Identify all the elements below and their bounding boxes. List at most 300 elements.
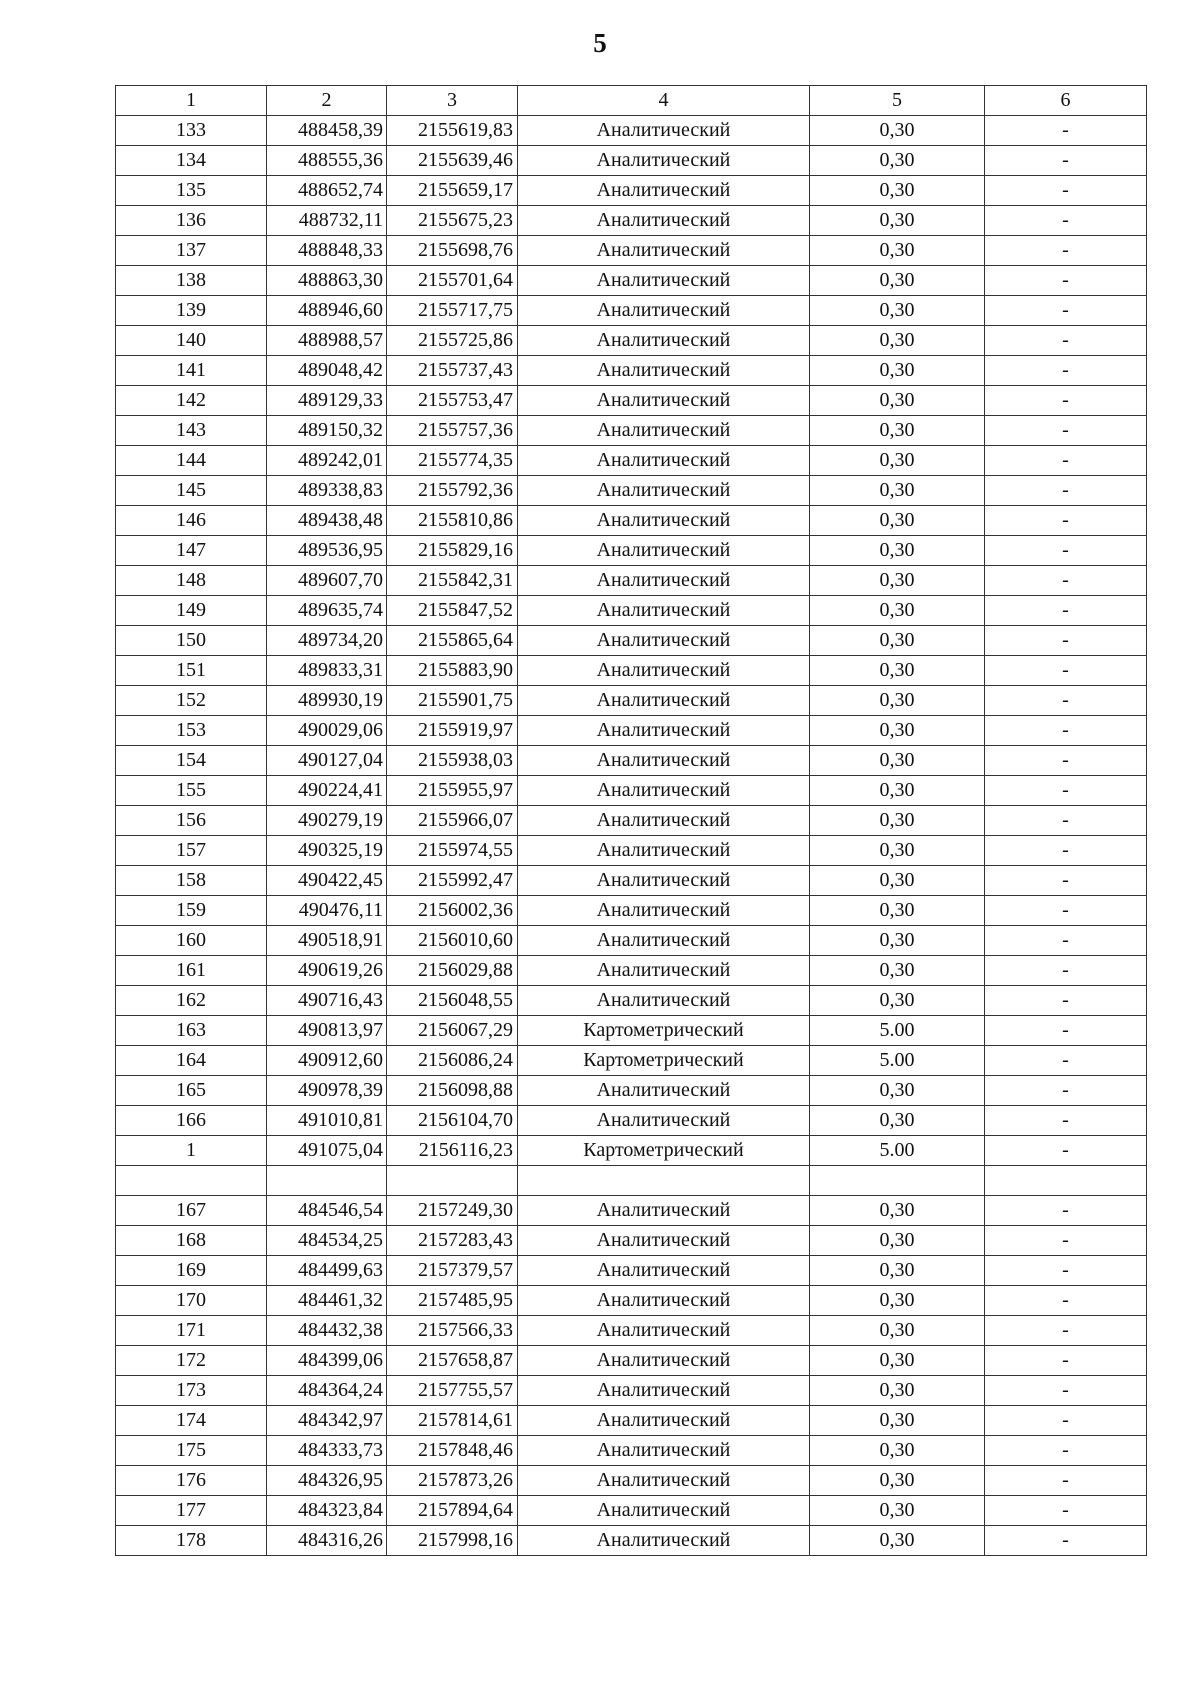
cell-note: - <box>985 926 1147 956</box>
cell-note: - <box>985 446 1147 476</box>
cell-accuracy: 0,30 <box>810 836 985 866</box>
table-row <box>116 1196 1147 1226</box>
coordinates-table <box>115 85 1147 1556</box>
cell-accuracy: 0,30 <box>810 626 985 656</box>
cell-coord-x: 489930,19 <box>267 686 387 716</box>
table-row <box>116 1466 1147 1496</box>
cell-method: Аналитический <box>518 1346 810 1376</box>
cell-note: - <box>985 176 1147 206</box>
cell-coord-x: 489438,48 <box>267 506 387 536</box>
cell-method: Аналитический <box>518 1526 810 1556</box>
cell-method: Аналитический <box>518 266 810 296</box>
cell-note: - <box>985 566 1147 596</box>
table-row <box>116 956 1147 986</box>
cell-point-number: 1 <box>116 1136 267 1166</box>
cell-note: - <box>985 1106 1147 1136</box>
cell-method: Аналитический <box>518 566 810 596</box>
cell-method: Аналитический <box>518 866 810 896</box>
cell-coord-y: 2155883,90 <box>387 656 518 686</box>
cell-accuracy: 0,30 <box>810 1346 985 1376</box>
cell-coord-x: 491075,04 <box>267 1136 387 1166</box>
cell-accuracy: 0,30 <box>810 776 985 806</box>
header-col-6: 6 <box>985 86 1147 116</box>
cell-coord-y: 2156067,29 <box>387 1016 518 1046</box>
cell-accuracy: 0,30 <box>810 1376 985 1406</box>
cell-note: - <box>985 1466 1147 1496</box>
cell-point-number: 154 <box>116 746 267 776</box>
table-row <box>116 836 1147 866</box>
table-row <box>116 926 1147 956</box>
cell-coord-x <box>267 1166 387 1196</box>
table-row <box>116 716 1147 746</box>
cell-coord-x: 490518,91 <box>267 926 387 956</box>
cell-coord-y: 2156002,36 <box>387 896 518 926</box>
cell-note: - <box>985 716 1147 746</box>
cell-coord-y: 2155810,86 <box>387 506 518 536</box>
cell-coord-y: 2157998,16 <box>387 1526 518 1556</box>
cell-coord-x: 484461,32 <box>267 1286 387 1316</box>
cell-coord-y: 2155842,31 <box>387 566 518 596</box>
table-row <box>116 1166 1147 1196</box>
cell-coord-y: 2157755,57 <box>387 1376 518 1406</box>
cell-accuracy: 0,30 <box>810 956 985 986</box>
cell-coord-y: 2155974,55 <box>387 836 518 866</box>
table-row <box>116 1316 1147 1346</box>
cell-coord-x: 484342,97 <box>267 1406 387 1436</box>
cell-point-number: 168 <box>116 1226 267 1256</box>
cell-point-number: 177 <box>116 1496 267 1526</box>
cell-method: Аналитический <box>518 986 810 1016</box>
table-row <box>116 1346 1147 1376</box>
cell-note: - <box>985 1226 1147 1256</box>
cell-coord-x: 489734,20 <box>267 626 387 656</box>
cell-coord-y: 2156048,55 <box>387 986 518 1016</box>
table-row <box>116 536 1147 566</box>
cell-note: - <box>985 626 1147 656</box>
cell-method: Аналитический <box>518 416 810 446</box>
cell-coord-x: 490716,43 <box>267 986 387 1016</box>
cell-accuracy: 0,30 <box>810 356 985 386</box>
cell-method: Аналитический <box>518 1286 810 1316</box>
cell-coord-x: 489536,95 <box>267 536 387 566</box>
cell-coord-y: 2155619,83 <box>387 116 518 146</box>
cell-coord-y: 2157485,95 <box>387 1286 518 1316</box>
cell-point-number: 178 <box>116 1526 267 1556</box>
cell-coord-y: 2157873,26 <box>387 1466 518 1496</box>
cell-method: Аналитический <box>518 776 810 806</box>
table-row <box>116 326 1147 356</box>
cell-coord-y: 2155847,52 <box>387 596 518 626</box>
cell-coord-y: 2157658,87 <box>387 1346 518 1376</box>
cell-point-number: 160 <box>116 926 267 956</box>
cell-coord-x: 484323,84 <box>267 1496 387 1526</box>
cell-coord-x: 489150,32 <box>267 416 387 446</box>
cell-point-number: 172 <box>116 1346 267 1376</box>
cell-method: Аналитический <box>518 746 810 776</box>
cell-method: Аналитический <box>518 806 810 836</box>
cell-coord-x: 484316,26 <box>267 1526 387 1556</box>
cell-point-number <box>116 1166 267 1196</box>
cell-coord-x: 489129,33 <box>267 386 387 416</box>
cell-accuracy: 0,30 <box>810 596 985 626</box>
cell-accuracy: 0,30 <box>810 926 985 956</box>
table-row <box>116 446 1147 476</box>
cell-point-number: 143 <box>116 416 267 446</box>
cell-method: Аналитический <box>518 1466 810 1496</box>
cell-coord-x: 489635,74 <box>267 596 387 626</box>
cell-point-number: 148 <box>116 566 267 596</box>
cell-method: Аналитический <box>518 146 810 176</box>
table-row <box>116 686 1147 716</box>
table-row <box>116 176 1147 206</box>
cell-accuracy: 0,30 <box>810 1466 985 1496</box>
cell-note: - <box>985 806 1147 836</box>
cell-note: - <box>985 356 1147 386</box>
cell-method: Аналитический <box>518 356 810 386</box>
cell-coord-y: 2155901,75 <box>387 686 518 716</box>
cell-coord-x: 484326,95 <box>267 1466 387 1496</box>
cell-coord-x: 484432,38 <box>267 1316 387 1346</box>
cell-note: - <box>985 326 1147 356</box>
cell-accuracy: 0,30 <box>810 656 985 686</box>
cell-accuracy: 0,30 <box>810 866 985 896</box>
table-row <box>116 266 1147 296</box>
cell-note: - <box>985 1136 1147 1166</box>
cell-note: - <box>985 266 1147 296</box>
cell-method: Аналитический <box>518 326 810 356</box>
cell-coord-y: 2155717,75 <box>387 296 518 326</box>
table-row <box>116 596 1147 626</box>
cell-note: - <box>985 476 1147 506</box>
cell-method: Аналитический <box>518 1226 810 1256</box>
table-row <box>116 1226 1147 1256</box>
cell-method: Аналитический <box>518 296 810 326</box>
header-col-5: 5 <box>810 86 985 116</box>
cell-point-number: 153 <box>116 716 267 746</box>
table-row <box>116 236 1147 266</box>
cell-note: - <box>985 956 1147 986</box>
cell-point-number: 162 <box>116 986 267 1016</box>
cell-point-number: 135 <box>116 176 267 206</box>
cell-accuracy <box>810 1166 985 1196</box>
cell-note: - <box>985 1256 1147 1286</box>
cell-point-number: 165 <box>116 1076 267 1106</box>
cell-method: Аналитический <box>518 1406 810 1436</box>
cell-point-number: 156 <box>116 806 267 836</box>
cell-coord-x: 488863,30 <box>267 266 387 296</box>
cell-method: Аналитический <box>518 716 810 746</box>
table-row <box>116 1496 1147 1526</box>
cell-accuracy: 0,30 <box>810 1196 985 1226</box>
table-row <box>116 1076 1147 1106</box>
cell-method: Аналитический <box>518 1106 810 1136</box>
cell-point-number: 163 <box>116 1016 267 1046</box>
cell-accuracy: 0,30 <box>810 416 985 446</box>
cell-point-number: 166 <box>116 1106 267 1136</box>
cell-method: Аналитический <box>518 116 810 146</box>
cell-point-number: 137 <box>116 236 267 266</box>
table-row <box>116 626 1147 656</box>
cell-coord-y: 2155774,35 <box>387 446 518 476</box>
cell-coord-x: 489833,31 <box>267 656 387 686</box>
cell-accuracy: 0,30 <box>810 386 985 416</box>
cell-method: Картометрический <box>518 1016 810 1046</box>
table-row <box>116 1136 1147 1166</box>
cell-point-number: 145 <box>116 476 267 506</box>
cell-point-number: 139 <box>116 296 267 326</box>
cell-point-number: 169 <box>116 1256 267 1286</box>
cell-accuracy: 0,30 <box>810 1436 985 1466</box>
cell-method: Аналитический <box>518 236 810 266</box>
cell-accuracy: 0,30 <box>810 1226 985 1256</box>
cell-coord-x: 488848,33 <box>267 236 387 266</box>
cell-note: - <box>985 776 1147 806</box>
cell-coord-x: 484499,63 <box>267 1256 387 1286</box>
cell-method: Аналитический <box>518 1376 810 1406</box>
cell-method <box>518 1166 810 1196</box>
cell-note: - <box>985 1526 1147 1556</box>
cell-coord-y: 2155829,16 <box>387 536 518 566</box>
cell-coord-x: 484333,73 <box>267 1436 387 1466</box>
cell-note: - <box>985 146 1147 176</box>
cell-note: - <box>985 536 1147 566</box>
cell-point-number: 174 <box>116 1406 267 1436</box>
cell-coord-x: 488732,11 <box>267 206 387 236</box>
cell-accuracy: 5.00 <box>810 1016 985 1046</box>
cell-point-number: 152 <box>116 686 267 716</box>
cell-point-number: 141 <box>116 356 267 386</box>
cell-note: - <box>985 746 1147 776</box>
cell-coord-x: 488652,74 <box>267 176 387 206</box>
table-row <box>116 776 1147 806</box>
cell-point-number: 167 <box>116 1196 267 1226</box>
cell-note: - <box>985 866 1147 896</box>
cell-accuracy: 5.00 <box>810 1046 985 1076</box>
cell-point-number: 155 <box>116 776 267 806</box>
cell-note: - <box>985 1346 1147 1376</box>
cell-method: Аналитический <box>518 1436 810 1466</box>
cell-method: Картометрический <box>518 1136 810 1166</box>
cell-accuracy: 0,30 <box>810 296 985 326</box>
cell-note: - <box>985 236 1147 266</box>
cell-coord-x: 484364,24 <box>267 1376 387 1406</box>
cell-point-number: 149 <box>116 596 267 626</box>
cell-point-number: 161 <box>116 956 267 986</box>
cell-note: - <box>985 506 1147 536</box>
cell-coord-y: 2155757,36 <box>387 416 518 446</box>
cell-note: - <box>985 1076 1147 1106</box>
cell-accuracy: 0,30 <box>810 1076 985 1106</box>
header-col-1: 1 <box>116 86 267 116</box>
cell-note: - <box>985 1436 1147 1466</box>
cell-coord-x: 489048,42 <box>267 356 387 386</box>
cell-point-number: 173 <box>116 1376 267 1406</box>
table-row <box>116 896 1147 926</box>
cell-coord-y: 2156086,24 <box>387 1046 518 1076</box>
cell-note: - <box>985 596 1147 626</box>
cell-point-number: 134 <box>116 146 267 176</box>
table-row <box>116 1046 1147 1076</box>
cell-method: Аналитический <box>518 686 810 716</box>
cell-coord-x: 484399,06 <box>267 1346 387 1376</box>
cell-coord-y: 2156116,23 <box>387 1136 518 1166</box>
cell-accuracy: 0,30 <box>810 266 985 296</box>
cell-accuracy: 0,30 <box>810 1256 985 1286</box>
table-row <box>116 296 1147 326</box>
cell-coord-x: 490127,04 <box>267 746 387 776</box>
cell-coord-x: 490224,41 <box>267 776 387 806</box>
cell-method: Аналитический <box>518 446 810 476</box>
cell-accuracy: 0,30 <box>810 446 985 476</box>
cell-method: Аналитический <box>518 1496 810 1526</box>
cell-coord-y: 2155701,64 <box>387 266 518 296</box>
cell-coord-y: 2155992,47 <box>387 866 518 896</box>
cell-note: - <box>985 836 1147 866</box>
cell-coord-y: 2157283,43 <box>387 1226 518 1256</box>
table-row <box>116 116 1147 146</box>
cell-point-number: 171 <box>116 1316 267 1346</box>
table-row <box>116 1526 1147 1556</box>
cell-coord-y: 2155919,97 <box>387 716 518 746</box>
cell-coord-x: 490813,97 <box>267 1016 387 1046</box>
cell-coord-y: 2156098,88 <box>387 1076 518 1106</box>
cell-coord-x: 491010,81 <box>267 1106 387 1136</box>
table-body <box>116 116 1147 1556</box>
cell-coord-y: 2156029,88 <box>387 956 518 986</box>
cell-accuracy: 0,30 <box>810 506 985 536</box>
header-col-2: 2 <box>267 86 387 116</box>
cell-accuracy: 0,30 <box>810 116 985 146</box>
cell-method: Аналитический <box>518 1076 810 1106</box>
cell-point-number: 138 <box>116 266 267 296</box>
cell-coord-y: 2155938,03 <box>387 746 518 776</box>
table-row <box>116 386 1147 416</box>
cell-accuracy: 0,30 <box>810 206 985 236</box>
cell-coord-y: 2157848,46 <box>387 1436 518 1466</box>
cell-accuracy: 0,30 <box>810 896 985 926</box>
cell-accuracy: 0,30 <box>810 146 985 176</box>
cell-accuracy: 0,30 <box>810 716 985 746</box>
cell-coord-y: 2155865,64 <box>387 626 518 656</box>
cell-point-number: 136 <box>116 206 267 236</box>
cell-note: - <box>985 296 1147 326</box>
cell-note: - <box>985 986 1147 1016</box>
cell-coord-x: 488946,60 <box>267 296 387 326</box>
cell-point-number: 164 <box>116 1046 267 1076</box>
cell-coord-x: 489607,70 <box>267 566 387 596</box>
cell-accuracy: 0,30 <box>810 1286 985 1316</box>
cell-method: Аналитический <box>518 596 810 626</box>
cell-note: - <box>985 1016 1147 1046</box>
cell-method: Картометрический <box>518 1046 810 1076</box>
table-row <box>116 806 1147 836</box>
cell-method: Аналитический <box>518 656 810 686</box>
cell-coord-x: 488458,39 <box>267 116 387 146</box>
table-row <box>116 1016 1147 1046</box>
cell-accuracy: 0,30 <box>810 686 985 716</box>
table-row <box>116 1376 1147 1406</box>
cell-point-number: 151 <box>116 656 267 686</box>
table-row <box>116 206 1147 236</box>
cell-coord-y: 2156010,60 <box>387 926 518 956</box>
cell-coord-x: 484546,54 <box>267 1196 387 1226</box>
cell-coord-x: 490422,45 <box>267 866 387 896</box>
cell-note: - <box>985 386 1147 416</box>
table-row <box>116 566 1147 596</box>
cell-point-number: 159 <box>116 896 267 926</box>
cell-method: Аналитический <box>518 476 810 506</box>
cell-method: Аналитический <box>518 956 810 986</box>
cell-point-number: 146 <box>116 506 267 536</box>
cell-point-number: 158 <box>116 866 267 896</box>
table-row <box>116 1436 1147 1466</box>
cell-coord-x: 489242,01 <box>267 446 387 476</box>
cell-coord-y: 2157894,64 <box>387 1496 518 1526</box>
table-row <box>116 986 1147 1016</box>
page-number: 5 <box>593 28 607 58</box>
cell-coord-y: 2155639,46 <box>387 146 518 176</box>
cell-coord-y: 2157566,33 <box>387 1316 518 1346</box>
table-header-row <box>116 86 1147 116</box>
cell-note: - <box>985 896 1147 926</box>
cell-point-number: 140 <box>116 326 267 356</box>
cell-coord-x: 490912,60 <box>267 1046 387 1076</box>
cell-coord-x: 488988,57 <box>267 326 387 356</box>
cell-point-number: 175 <box>116 1436 267 1466</box>
cell-accuracy: 0,30 <box>810 1106 985 1136</box>
cell-accuracy: 0,30 <box>810 1316 985 1346</box>
cell-note: - <box>985 206 1147 236</box>
cell-coord-x: 490476,11 <box>267 896 387 926</box>
cell-coord-y: 2156104,70 <box>387 1106 518 1136</box>
cell-accuracy: 5.00 <box>810 1136 985 1166</box>
table-row <box>116 1406 1147 1436</box>
cell-coord-y: 2155753,47 <box>387 386 518 416</box>
cell-accuracy: 0,30 <box>810 476 985 506</box>
cell-note: - <box>985 1286 1147 1316</box>
cell-coord-x: 490619,26 <box>267 956 387 986</box>
cell-point-number: 150 <box>116 626 267 656</box>
cell-note: - <box>985 1196 1147 1226</box>
cell-coord-x: 484534,25 <box>267 1226 387 1256</box>
cell-coord-x: 490029,06 <box>267 716 387 746</box>
cell-note: - <box>985 416 1147 446</box>
table-row <box>116 146 1147 176</box>
cell-method: Аналитический <box>518 1316 810 1346</box>
cell-coord-x: 490978,39 <box>267 1076 387 1106</box>
table-row <box>116 866 1147 896</box>
header-col-4: 4 <box>518 86 810 116</box>
cell-accuracy: 0,30 <box>810 176 985 206</box>
cell-accuracy: 0,30 <box>810 1526 985 1556</box>
table-row <box>116 476 1147 506</box>
cell-point-number: 170 <box>116 1286 267 1316</box>
cell-accuracy: 0,30 <box>810 236 985 266</box>
cell-method: Аналитический <box>518 926 810 956</box>
cell-note: - <box>985 1376 1147 1406</box>
cell-coord-y: 2155675,23 <box>387 206 518 236</box>
header-col-3: 3 <box>387 86 518 116</box>
cell-note <box>985 1166 1147 1196</box>
cell-accuracy: 0,30 <box>810 1406 985 1436</box>
cell-method: Аналитический <box>518 1196 810 1226</box>
cell-point-number: 176 <box>116 1466 267 1496</box>
cell-accuracy: 0,30 <box>810 746 985 776</box>
cell-point-number: 157 <box>116 836 267 866</box>
cell-point-number: 133 <box>116 116 267 146</box>
cell-method: Аналитический <box>518 896 810 926</box>
cell-coord-y: 2155955,97 <box>387 776 518 806</box>
